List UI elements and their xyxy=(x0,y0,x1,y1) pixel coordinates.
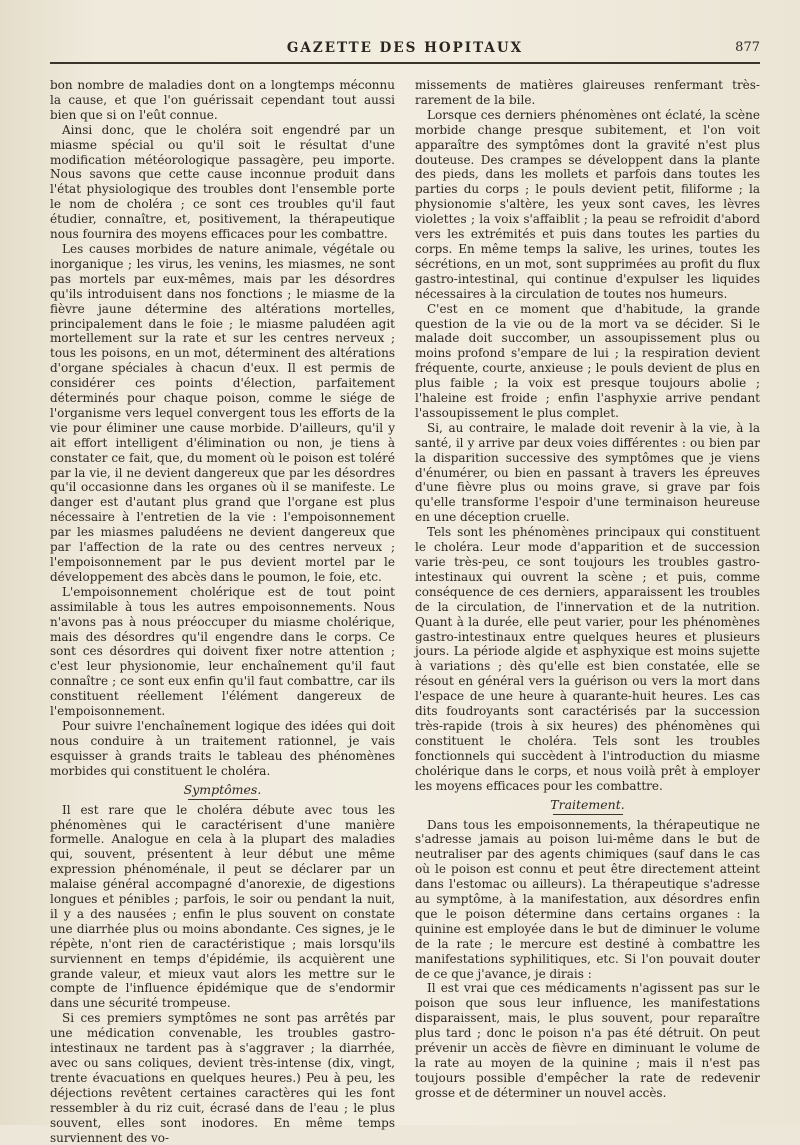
paragraph: Ainsi donc, que le choléra soit engendré par un miasme spécial ou qu'il soit le résultat d'une modification météorologique passagère, peu importe. Nous savons que cette cause inconnue produit dans l'état physiologique des troubles dont l'ensemble porte le nom de choléra ; ce sont ces troubles qu'il faut étudier, connaître, et, positivement, la thérapeutique nous fournira des moyens efficaces pour les combattre. xyxy=(50,122,395,242)
paragraph: bon nombre de maladies dont on a longtemps méconnu la cause, et que l'on guérissait cependant tout aussi bien que si on l'eût connue. xyxy=(50,78,395,122)
paragraph: Si, au contraire, le malade doit revenir à la vie, à la santé, il y arrive par deux voies différentes : ou bien par la disparition successive des symptômes que je viens d'énumérer, ou bien en passant à travers les épreuves d'une fièvre plus ou moins grave, si grave par fois qu'elle transforme l'espoir d'une terminaison heureuse en une déception cruelle. xyxy=(415,420,760,525)
paragraph: Pour suivre l'enchaînement logique des idées qui doit nous conduire à un traitement rationnel, je vais esquisser à grands traits le tableau des phénomènes morbides qui constituent le choléra. xyxy=(50,718,395,778)
right-column xyxy=(415,78,760,1145)
paragraph: Dans tous les empoisonnements, la thérapeutique ne s'adresse jamais au poison lui-même dans le but de neutraliser par des agents chimiques (sauf dans le cas où le poison est connu et peut être directement atteint dans l'estomac ou ailleurs). La thérapeutique s'adresse au symptôme, à la manifestation, aux désordres enfin que le poison détermine dans certains organes : la quinine est employée dans le but de diminuer le volume de la rate ; le mercure est destiné à combattre les manifestations syphilitiques, etc. Si l'on pouvait douter de ce que j'avance, je dirais : xyxy=(415,817,760,981)
paragraph: L'empoisonnement cholérique est de tout point assimilable à tous les autres empoisonnements. Nous n'avons pas à nous préoccuper du miasme cholérique, mais des désordres qu'il engendre dans le corps. Ce sont ces désordres qui doivent fixer notre attention ; c'est leur physionomie, leur enchaînement qu'il faut connaître ; ce sont eux enfin qu'il faut combattre, car ils constituent réellement l'élément dangereux de l'empoisonnement. xyxy=(50,584,395,719)
paragraph: Il est rare que le choléra débute avec tous les phénomènes qui le caractérisent d'une manière formelle. Analogue en cela à la plupart des maladies qui, souvent, présentent à leur début une même expression phénoménale, il peut se déclarer par un malaise général accompagné d'anorexie, de digestions longues et pénibles ; parfois, le soir ou pendant la nuit, il y a des nausées ; enfin le plus souvent on constate une diarrhée plus ou moins abondante. Ces signes, je le répète, n'ont rien de caractéristique ; mais lorsqu'ils surviennent en temps d'épidémie, ils acquièrent une grande valeur, et mieux vaut alors les mettre sur le compte de l'influence épidémique que de s'endormir dans une sécurité trompeuse. xyxy=(50,802,395,1011)
section-heading-traitement xyxy=(415,797,760,815)
text-columns xyxy=(50,78,760,1145)
paragraph: missements de matières glaireuses renfermant très-rarement de la bile. xyxy=(415,78,760,107)
paragraph: C'est en ce moment que d'habitude, la grande question de la vie ou de la mort va se décider. Si le malade doit succomber, un assoupissement plus ou moins profond s'empare de lui ; la respiration devient fréquente, courte, anxieuse ; le pouls devient de plus en plus faible ; la voix est presque toujours abolie ; l'haleine est froide ; enfin l'asphyxie arrive pendant l'assoupissement le plus complet. xyxy=(415,301,760,420)
section-heading-symptomes xyxy=(50,782,395,800)
paragraph: Il est vrai que ces médicaments n'agissent pas sur le poison que sous leur influence, les manifestations disparaissent, mais, le plus souvent, pour reparaître plus tard ; donc le poison n'a pas été détruit. On peut prévenir un accès de fièvre en diminuant le volume de la rate au moyen de la quinine ; mais il n'est pas toujours possible d'empêcher la rate de redevenir grosse et de déterminer un nouvel accès. xyxy=(415,981,760,1100)
page-header xyxy=(50,40,760,64)
paragraph: Tels sont les phénomènes principaux qui constituent le choléra. Leur mode d'apparition et de succession varie très-peu, ce sont toujours les troubles gastro-intestinaux qui ouvrent la scène ; et puis, comme conséquence de ces derniers, apparaissent les troubles de la circulation, de l'innervation et de la nutrition. Quant à la durée, elle peut varier, pour les phénomènes gastro-intestinaux entre quelques heures et plusieurs jours. La période algide et asphyxique est moins sujette à variations ; dès qu'elle est bien constatée, elle se résout en général vers la guérison ou vers la mort dans l'espace de une heure à quarante-huit heures. Les cas dits foudroyants sont caractérisés par la succession très-rapide (trois à six heures) des phénomènes qui constituent le choléra. Tels sont les troubles fonctionnels qui succèdent à l'introduction du miasme cholérique dans le corps, et nous voilà prêt à employer les moyens efficaces pour les combattre. xyxy=(415,525,760,793)
section-rule xyxy=(553,814,623,815)
section-title: Symptômes. xyxy=(183,781,262,797)
paragraph: Si ces premiers symptômes ne sont pas arrêtés par une médication convenable, les troubles gastro-intestinaux ne tardent pas à s'aggraver ; la diarrhée, avec ou sans coliques, devient très-intense (dix, vingt, trente évacuations en quelques heures.) Peu à peu, les déjections revêtent certaines caractères qui les font ressembler à du riz cuit, écrasé dans de l'eau ; le plus souvent, elles sont inodores. En même temps surviennent des vo- xyxy=(50,1011,395,1145)
page-number: 877 xyxy=(735,40,760,55)
section-title: Traitement. xyxy=(550,796,625,812)
section-rule xyxy=(188,799,258,800)
left-column xyxy=(50,78,395,1145)
journal-title: GAZETTE DES HOPITAUX xyxy=(286,40,524,56)
paragraph: Lorsque ces derniers phénomènes ont éclaté, la scène morbide change presque subitement, et l'on voit apparaître des symptômes dont la gravité n'est plus douteuse. Des crampes se développent dans la plante des pieds, dans les mollets et parfois dans toutes les parties du corps ; le pouls devient petit, filiforme ; la physionomie s'altère, les yeux sont caves, les lèvres violettes ; la voix s'affaiblit ; la peau se refroidit d'abord vers les extrémités et puis dans toutes les parties du corps. En même temps la salive, les urines, toutes les sécrétions, en un mot, sont supprimées au profit du flux gastro-intestinal, qui continue d'expulser les liquides nécessaires à la circulation de toutes nos humeurs. xyxy=(415,107,760,301)
paragraph: Les causes morbides de nature animale, végétale ou inorganique ; les virus, les venins, les miasmes, ne sont pas mortels par eux-mêmes, mais par les désordres qu'ils introduisent dans nos fonctions ; le miasme de la fièvre jaune détermine des altérations mortelles, principalement dans le foie ; le miasme paludéen agit mortellement sur la rate et sur les centres nerveux ; tous les poisons, en un mot, déterminent des altérations d'organe spéciales à chacun d'eux. Il est permis de considérer ces points d'élection, parfaitement déterminés pour chaque poison, comme le siége de l'organisme vers lequel convergent tous les efforts de la vie pour éliminer une cause morbide. D'ailleurs, qu'il y ait effort intelligent d'élimination ou non, je tiens à constater ce fait, que, du moment où le poison est toléré par la vie, il ne devient dangereux que par les désordres qu'il occasionne dans les organes où il se manifeste. Le danger est d'autant plus grand que l'organe est plus nécessaire à l'entretien de la vie : l'empoisonnement par les miasmes paludéens ne devient dangereux que par l'affection de la rate ou des centres nerveux ; l'empoisonnement par le pus devient mortel par le développement des abcès dans le poumon, le foie, etc. xyxy=(50,241,395,584)
